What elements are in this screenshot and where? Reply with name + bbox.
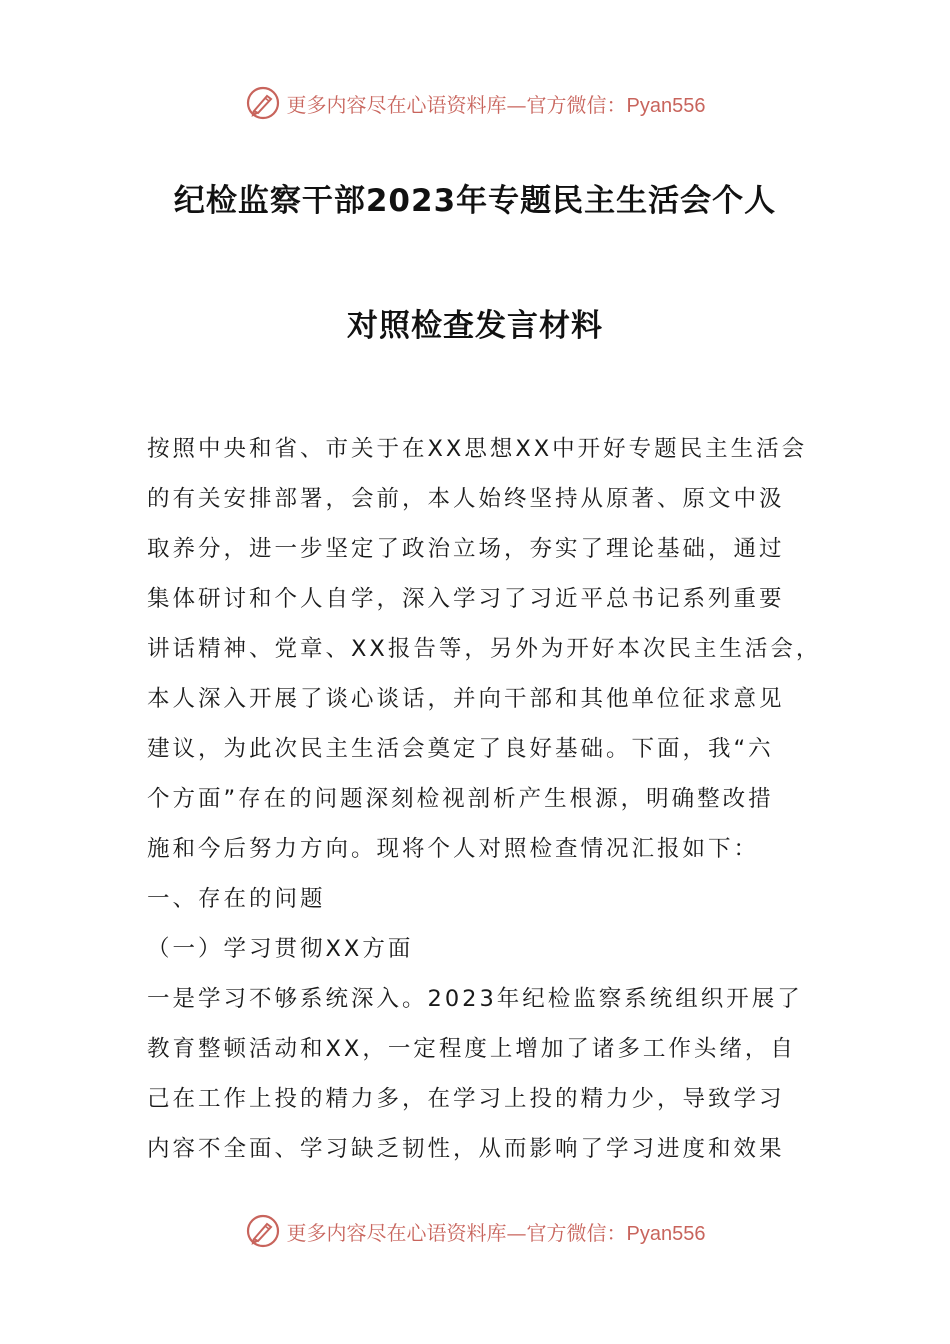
body-line: 一是学习不够系统深入。2023年纪检监察系统组织开展了 bbox=[147, 986, 803, 1012]
footer-watermark bbox=[0, 1211, 950, 1251]
subsection-heading: （一）学习贯彻XX方面 bbox=[147, 936, 414, 962]
body-line: 个方面”存在的问题深刻检视剖析产生根源，明确整改措 bbox=[147, 786, 774, 812]
document-body bbox=[147, 424, 822, 1174]
body-line: 集体研讨和个人自学，深入学习了习近平总书记系列重要 bbox=[147, 586, 785, 612]
document-title-line-1: 纪检监察干部2023年专题民主生活会个人 bbox=[173, 183, 777, 219]
watermark-text: 更多内容尽在心语资料库—官方微信：Pyan556 bbox=[286, 1220, 706, 1245]
body-line: 讲话精神、党章、XX报告等，另外为开好本次民主生活会， bbox=[147, 636, 822, 662]
body-line: 己在工作上投的精力多，在学习上投的精力少，导致学习 bbox=[147, 1086, 785, 1112]
body-line: 本人深入开展了谈心谈话，并向干部和其他单位征求意见 bbox=[147, 686, 785, 712]
body-line: 施和今后努力方向。现将个人对照检查情况汇报如下： bbox=[147, 836, 760, 862]
body-line: 取养分，进一步坚定了政治立场，夯实了理论基础，通过 bbox=[147, 536, 785, 562]
pen-logo-icon bbox=[245, 1213, 281, 1249]
section-heading: 一、存在的问题 bbox=[147, 886, 326, 912]
body-line: 教育整顿活动和XX，一定程度上增加了诸多工作头绪，自 bbox=[147, 1036, 796, 1062]
body-line: 按照中央和省、市关于在XX思想XX中开好专题民主生活会 bbox=[147, 436, 808, 462]
header-watermark bbox=[0, 83, 950, 123]
body-line: 的有关安排部署，会前，本人始终坚持从原著、原文中汲 bbox=[147, 486, 785, 512]
body-line: 建议，为此次民主生活会奠定了良好基础。下面，我“六 bbox=[147, 736, 774, 762]
pen-logo-icon bbox=[245, 85, 281, 121]
body-line: 内容不全面、学习缺乏韧性，从而影响了学习进度和效果 bbox=[147, 1136, 785, 1162]
document-title-line-2: 对照检查发言材料 bbox=[347, 308, 603, 344]
watermark-text: 更多内容尽在心语资料库—官方微信：Pyan556 bbox=[286, 92, 706, 117]
